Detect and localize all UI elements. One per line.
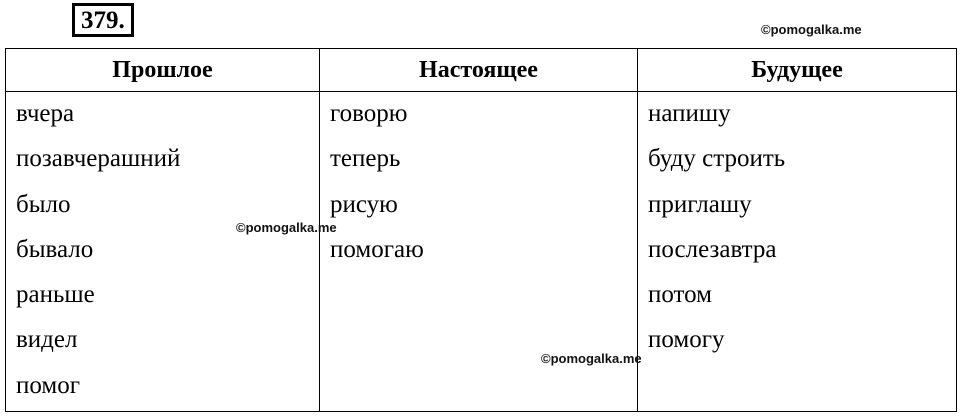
- list-item: говорю: [330, 100, 408, 127]
- header-future: Будущее: [638, 49, 957, 92]
- list-item: напишу: [648, 100, 731, 127]
- list-item: помогаю: [330, 235, 424, 263]
- list-item: помогу: [648, 326, 725, 354]
- column-past: [6, 92, 320, 412]
- list-item: позавчерашний: [16, 145, 181, 173]
- list-item: потом: [648, 281, 712, 309]
- list-item: рисую: [330, 190, 398, 218]
- table-row: [6, 92, 957, 412]
- list-item: теперь: [330, 145, 401, 173]
- exercise-number-box: [72, 3, 134, 37]
- list-item: приглашу: [648, 190, 752, 218]
- header-present: Настоящее: [320, 49, 638, 92]
- list-item: раньше: [16, 281, 95, 309]
- watermark-bottom: ©pomogalka.me: [541, 351, 642, 366]
- tense-table: [5, 48, 957, 412]
- table-header-row: [6, 49, 957, 92]
- list-item: было: [16, 190, 71, 218]
- exercise-number: 379.: [81, 6, 125, 34]
- list-item: бывало: [16, 235, 94, 263]
- list-item: послезавтра: [648, 235, 777, 263]
- watermark-top: ©pomogalka.me: [761, 22, 862, 37]
- list-item: помог: [16, 371, 80, 399]
- list-item: буду строить: [648, 145, 786, 173]
- header-past: Прошлое: [6, 49, 320, 92]
- list-item: видел: [16, 326, 78, 354]
- column-future: [638, 92, 957, 412]
- list-item: вчера: [16, 100, 75, 127]
- watermark-middle: ©pomogalka.me: [236, 220, 337, 235]
